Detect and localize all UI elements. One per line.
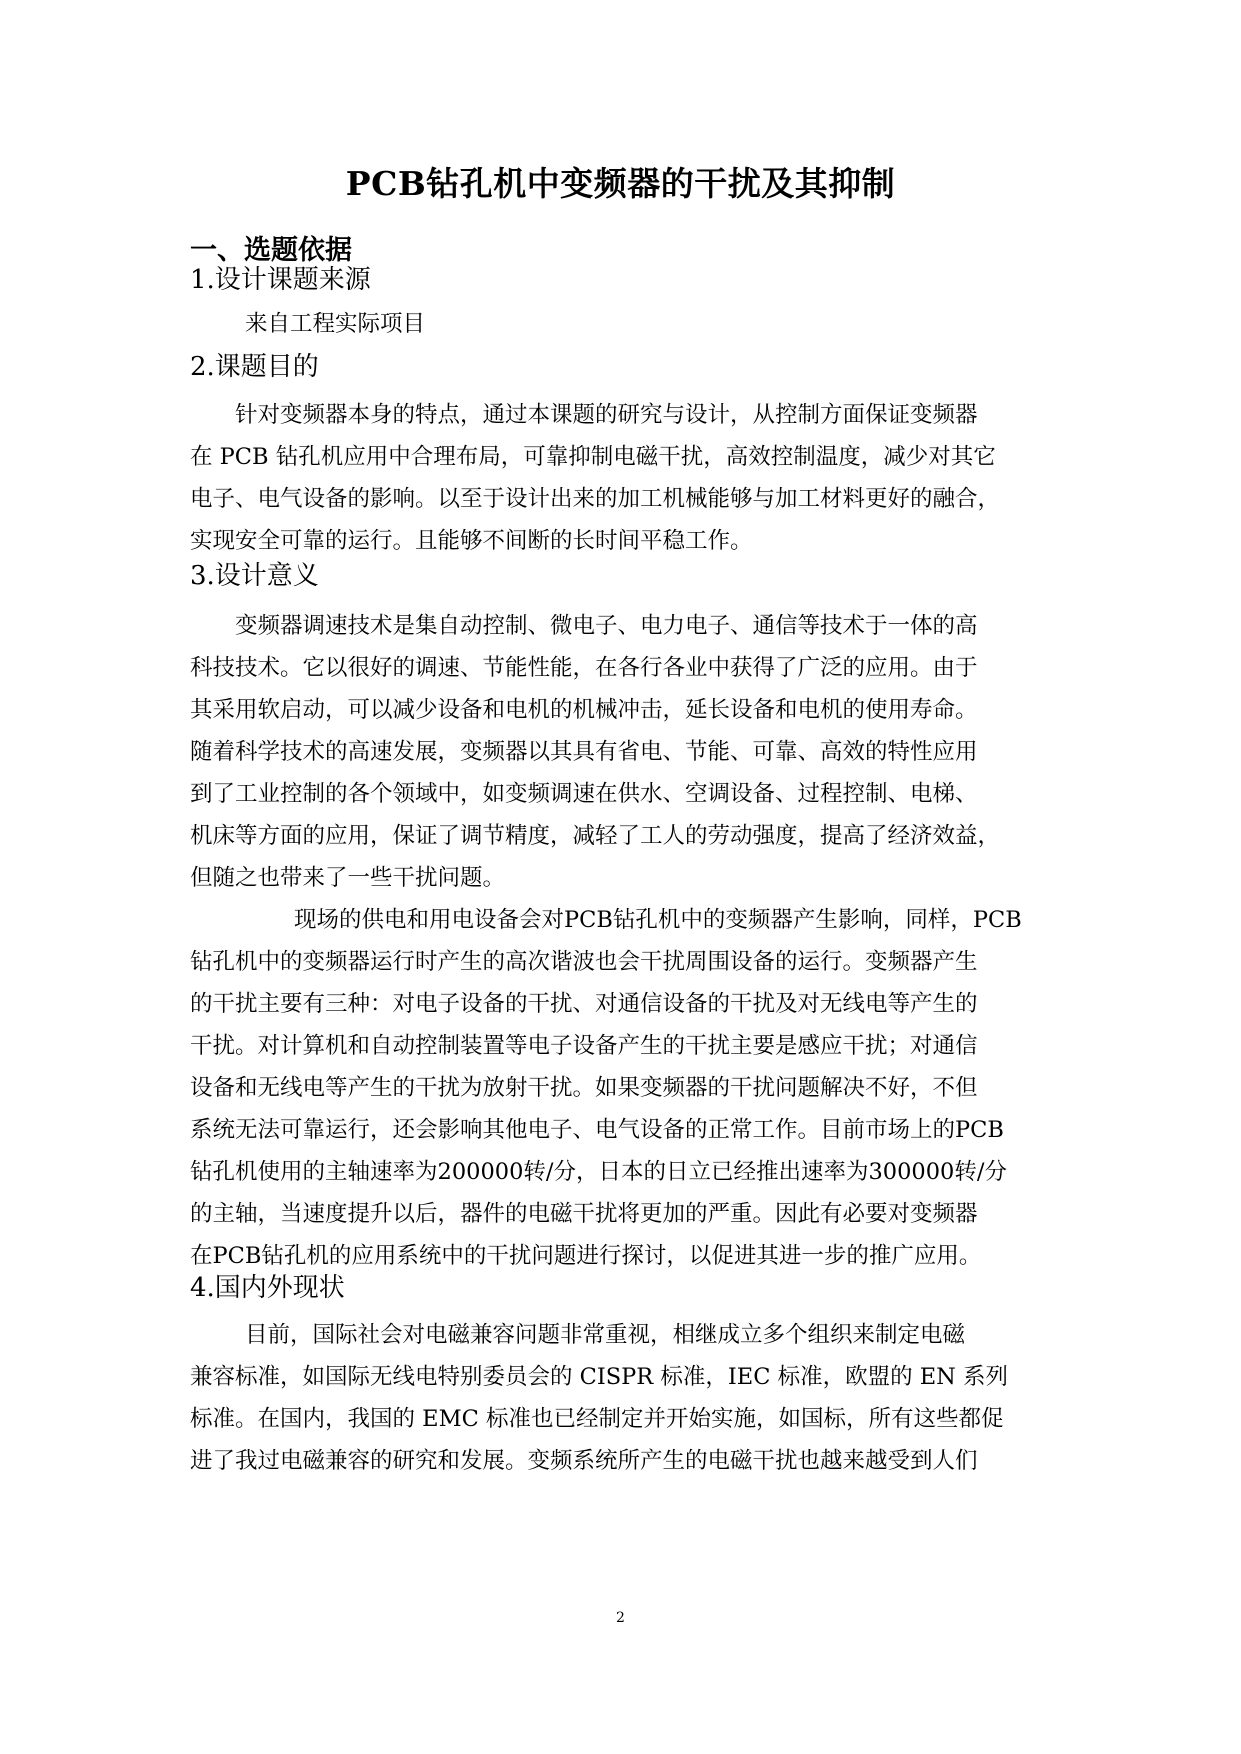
source-text: [245, 303, 1115, 345]
subsection-heading-significance: 3.设计意义: [190, 561, 319, 591]
text-line: 在PCB钻孔机的应用系统中的干扰问题进行探讨，以促进其进一步的推广应用。: [190, 1243, 982, 1269]
text-line: 其采用软启动，可以减少设备和电机的机械冲击，延长设备和电机的使用寿命。: [190, 697, 978, 723]
subsection-heading-purpose: 2.课题目的: [190, 352, 319, 382]
text-line: 的主轴，当速度提升以后，器件的电磁干扰将更加的严重。因此有必要对变频器: [190, 1201, 978, 1227]
text-line: 实现安全可靠的运行。且能够不间断的长时间平稳工作。: [190, 528, 753, 554]
section-heading: 一、选题依据: [190, 235, 352, 266]
text-line: 机床等方面的应用，保证了调节精度，减轻了工人的劳动强度，提高了经济效益，: [190, 823, 1001, 849]
text-line: 设备和无线电等产生的干扰为放射干扰。如果变频器的干扰问题解决不好，不但: [190, 1075, 978, 1101]
text-line: 到了工业控制的各个领域中，如变频调速在供水、空调设备、过程控制、电梯、: [190, 781, 978, 807]
text-line: 但随之也带来了一些干扰问题。: [190, 865, 506, 891]
purpose-paragraph: [190, 394, 1060, 562]
text-line: 电子、电气设备的影响。以至于设计出来的加工机械能够与加工材料更好的融合，: [190, 486, 1001, 512]
text-line: 进了我过电磁兼容的研究和发展。变频系统所产生的电磁干扰也越来越受到人们: [190, 1448, 978, 1474]
text-line: 的干扰主要有三种：对电子设备的干扰、对通信设备的干扰及对无线电等产生的: [190, 991, 978, 1017]
page-number: 2: [616, 1610, 625, 1626]
text-line: 来自工程实际项目: [245, 311, 426, 337]
text-line: 随着科学技术的高速发展，变频器以其具有省电、节能、可靠、高效的特性应用: [190, 739, 978, 765]
text-line: 兼容标准，如国际无线电特别委员会的 CISPR 标准，IEC 标准，欧盟的 EN 系列: [190, 1364, 1008, 1390]
subsection-heading-status: 4.国内外现状: [190, 1273, 345, 1303]
text-line: 系统无法可靠运行，还会影响其他电子、电气设备的正常工作。目前市场上的PCB: [190, 1117, 1004, 1143]
significance-paragraph-2: [190, 899, 1060, 1277]
text-line: 科技技术。它以很好的调速、节能性能，在各行各业中获得了广泛的应用。由于: [190, 655, 978, 681]
text-line: 针对变频器本身的特点，通过本课题的研究与设计，从控制方面保证变频器: [235, 402, 978, 428]
text-line: 现场的供电和用电设备会对PCB钻孔机中的变频器产生影响，同样，PCB: [294, 907, 1022, 933]
text-line: 变频器调速技术是集自动控制、微电子、电力电子、通信等技术于一体的高: [235, 613, 978, 639]
significance-paragraph-1: [190, 605, 1060, 899]
subsection-heading-source: 1.设计课题来源: [190, 265, 371, 295]
text-line: 目前，国际社会对电磁兼容问题非常重视，相继成立多个组织来制定电磁: [245, 1322, 966, 1348]
text-line: 标准。在国内，我国的 EMC 标准也已经制定并开始实施，如国标，所有这些都促: [190, 1406, 1004, 1432]
status-paragraph: [190, 1314, 1060, 1482]
document-title: PCB钻孔机中变频器的干扰及其抑制: [345, 164, 896, 203]
text-line: 在 PCB 钻孔机应用中合理布局，可靠抑制电磁干扰，高效控制温度，减少对其它: [190, 444, 996, 470]
text-line: 干扰。对计算机和自动控制装置等电子设备产生的干扰主要是感应干扰；对通信: [190, 1033, 978, 1059]
text-line: 钻孔机使用的主轴速率为200000转/分，日本的日立已经推出速率为300000转/分: [190, 1159, 1007, 1185]
text-line: 钻孔机中的变频器运行时产生的高次谐波也会干扰周围设备的运行。变频器产生: [190, 949, 978, 975]
